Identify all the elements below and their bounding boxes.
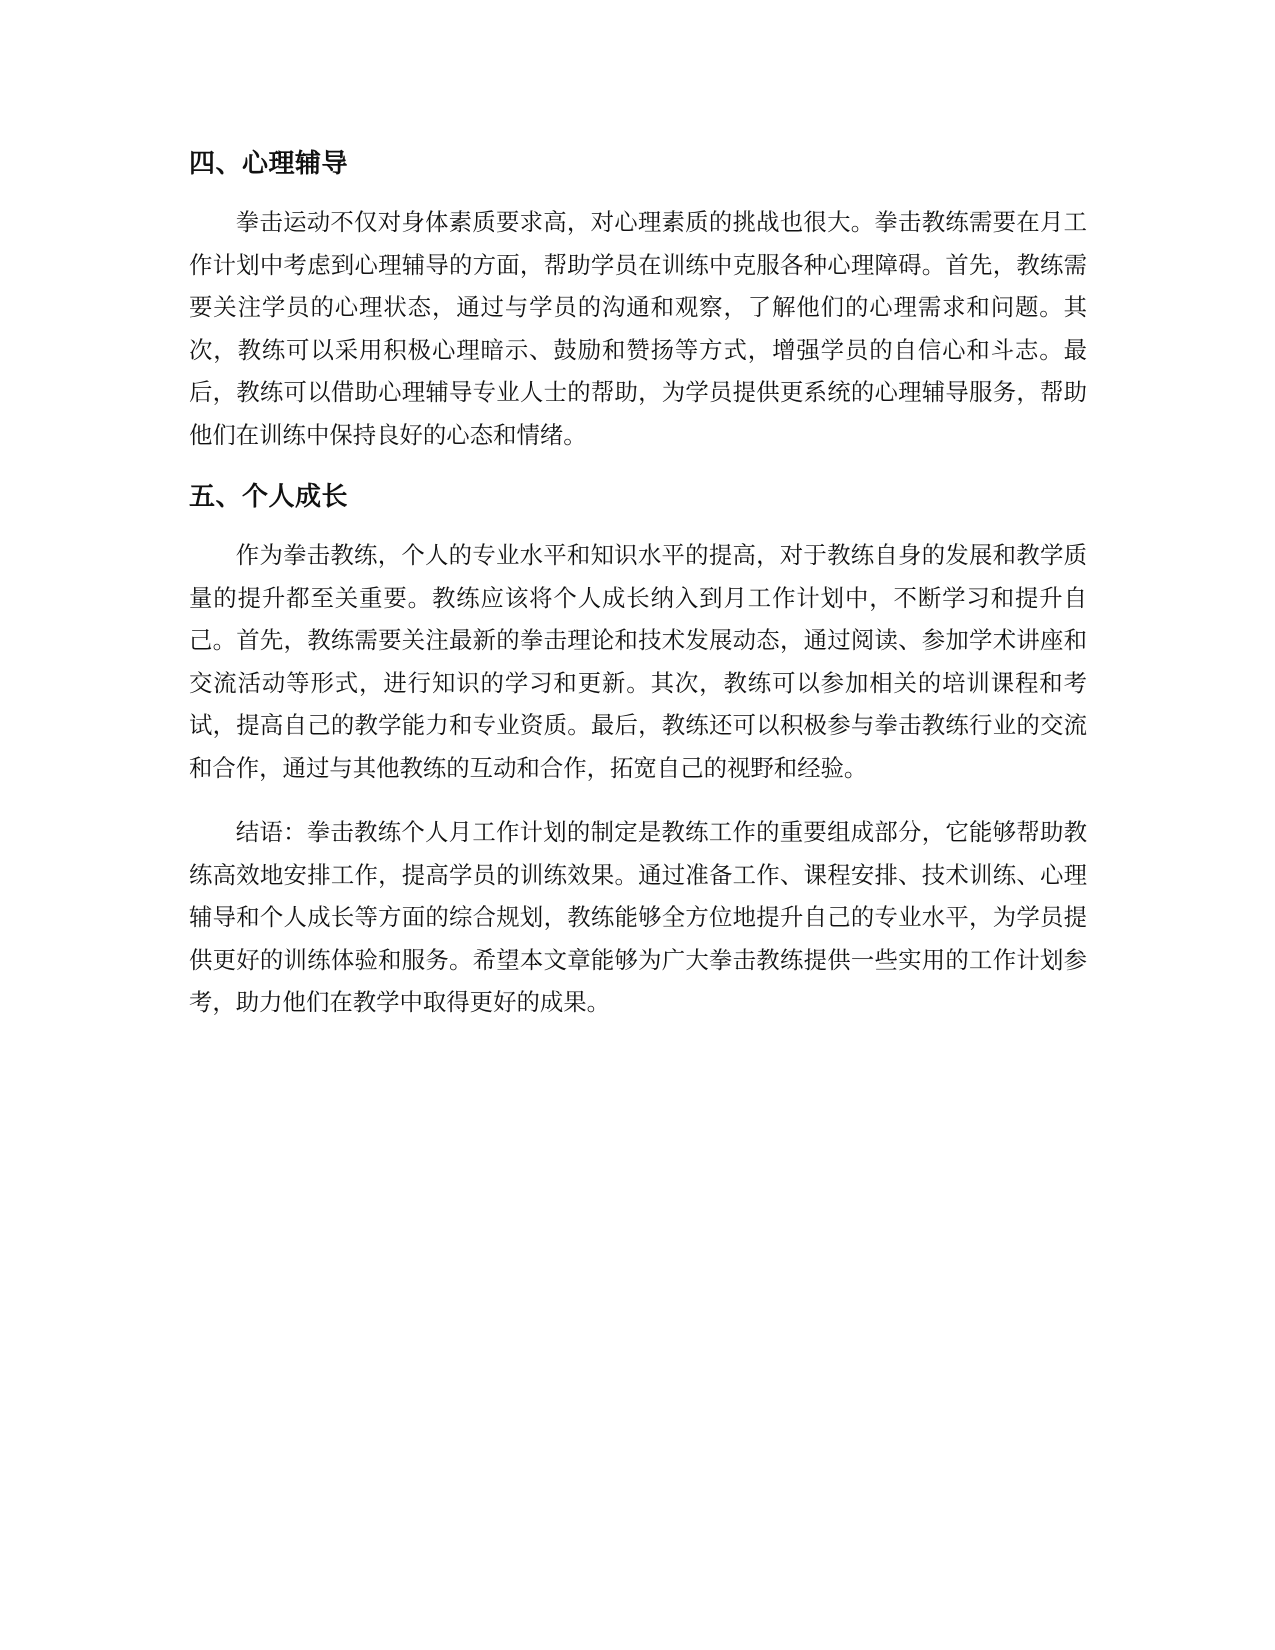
section-paragraph: 作为拳击教练，个人的专业水平和知识水平的提高，对于教练自身的发展和教学质量的提升都至关重要。教练应该将个人成长纳入到月工作计划中，不断学习和提升自己。首先，教练需要关注最新的拳击理论和技术发展动态，通过阅读、参加学术讲座和交流活动等形式，进行知识的学习和更新。其次，教练可以参加相关的培训课程和考试，提高自己的教学能力和专业资质。最后，教练还可以积极参与拳击教练行业的交流和合作，通过与其他教练的互动和合作，拓宽自己的视野和经验。 [189,541,1087,782]
conclusion-paragraph: 结语：拳击教练个人月工作计划的制定是教练工作的重要组成部分，它能够帮助教练高效地安排工作，提高学员的训练效果。通过准备工作、课程安排、技术训练、心理辅导和个人成长等方面的综合规划，教练能够全方位地提升自己的专业水平，为学员提供更好的训练体验和服务。希望本文章能够为广大拳击教练提供一些实用的工作计划参考，助力他们在教学中取得更好的成果。 [189,818,1087,1016]
section-paragraph: 拳击运动不仅对身体素质要求高，对心理素质的挑战也很大。拳击教练需要在月工作计划中考虑到心理辅导的方面，帮助学员在训练中克服各种心理障碍。首先，教练需要关注学员的心理状态，通过与学员的沟通和观察，了解他们的心理需求和问题。其次，教练可以采用积极心理暗示、鼓励和赞扬等方式，增强学员的自信心和斗志。最后，教练可以借助心理辅导专业人士的帮助，为学员提供更系统的心理辅导服务，帮助他们在训练中保持良好的心态和情绪。 [189,208,1087,449]
section-heading: 四、心理辅导 [189,149,349,179]
section-heading: 五、个人成长 [189,482,349,512]
section-psychological-counseling [189,145,1087,456]
section-personal-growth [189,478,1087,789]
document-body [189,145,1087,1046]
